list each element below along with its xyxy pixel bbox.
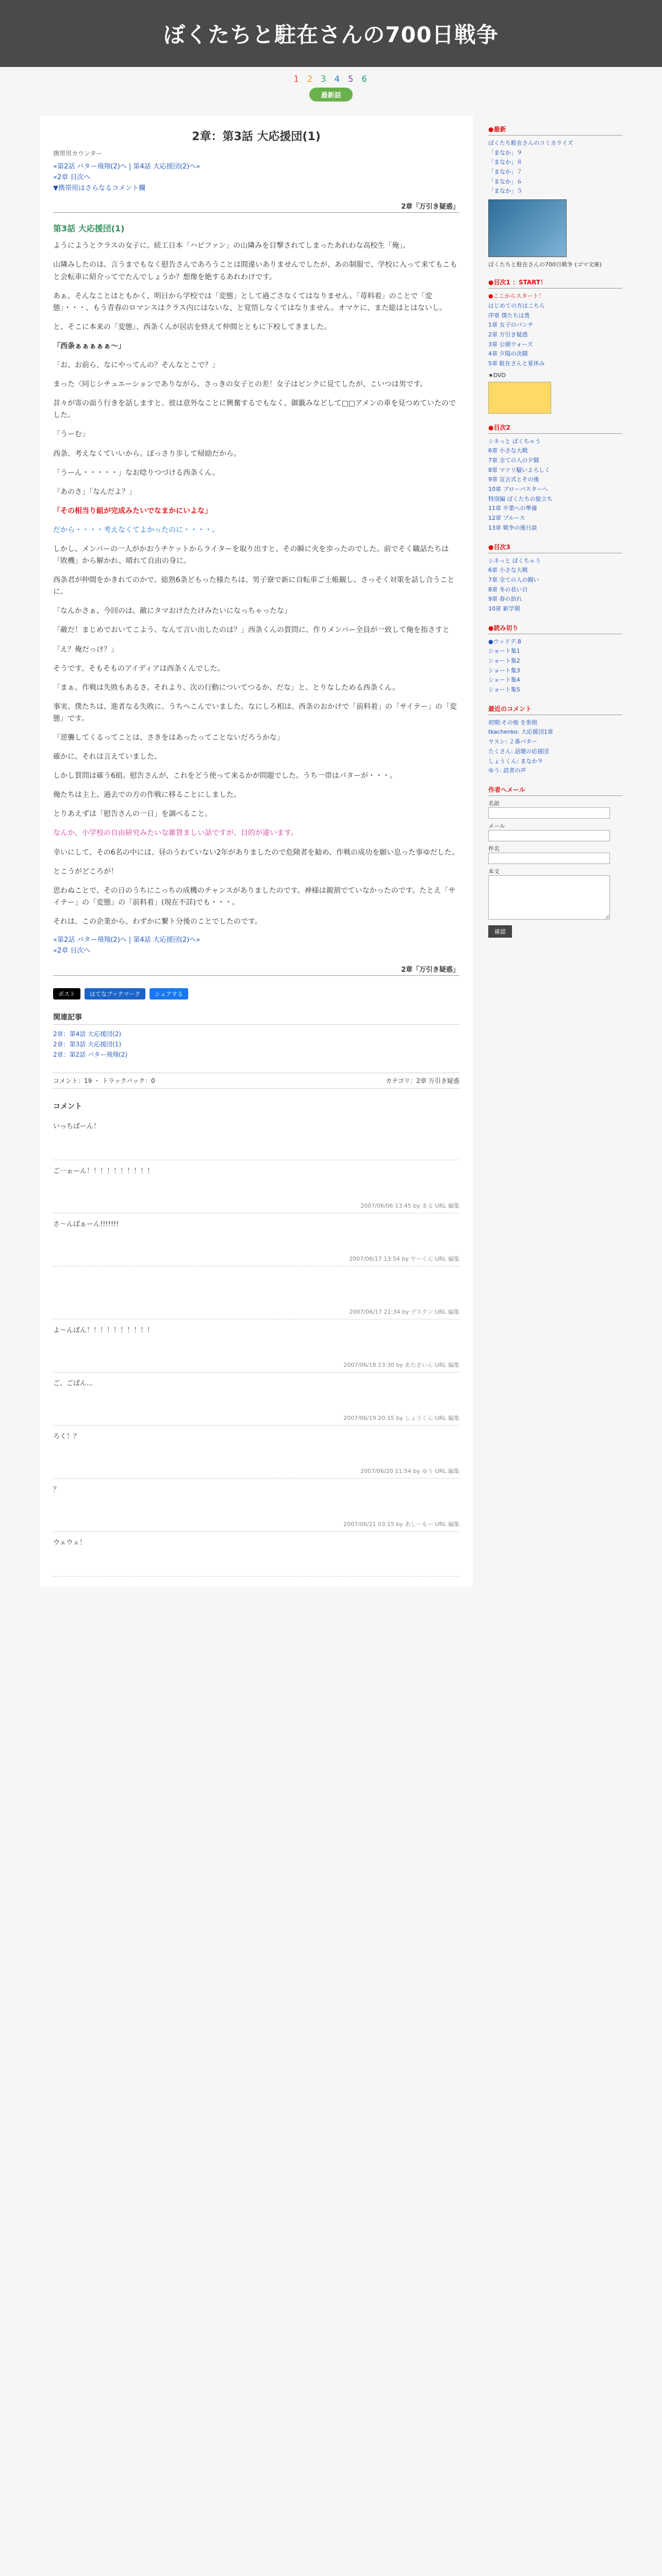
paragraph: そうです、そもそものアイディアは西条くんでした。 (53, 664, 225, 673)
paragraph: ようにようとクラスの女子に、続工日本「ハピファン」の山隣みを目撃されてしまったあれわな高校生「俺」。 (53, 242, 410, 250)
side-link[interactable]: 8章 マツリ騒いよろしく (488, 466, 551, 473)
paragraph: 事実、僕たちは、進者なる失敗に、うちへこんでいました。なにしろ相は、西条のおかけで「前料着」の「サイテー」の「変態」です。 (53, 702, 457, 723)
paragraph: 「うーん・・・・・」なお唸りつづける西条くん。 (53, 468, 220, 477)
comment-info[interactable]: 2007/06/17 13:54 by ヤーくん URL 編集 (349, 1255, 459, 1262)
comment (53, 1372, 459, 1426)
paragraph: なんか、小学校の自由研究みたいな雑貨ましい話ですが、目的が違います。 (53, 829, 298, 838)
comment-info[interactable]: 2007/06/20 11:54 by ゆう URL 編集 (360, 1467, 459, 1475)
comment-info[interactable]: 2007/06/19 20:15 by しょうくん URL 編集 (343, 1414, 459, 1421)
side-link[interactable]: 「まなか」６ (488, 178, 522, 185)
comment-text: さ〜んばぁーん!!!!!!! (53, 1220, 119, 1228)
paragraph: 昔々が寄の面う行きを話しますと、彼は意外なことに興奮するでもなく、御籤みなどして□□アメンの車を見つめていたのでした。 (53, 399, 456, 420)
side-link[interactable]: 7章 全ての人の闘い (488, 576, 539, 583)
side-link[interactable]: たくさん: 話題の応援団 (488, 748, 549, 755)
comment (53, 1532, 459, 1577)
paragraph: とりあえずは「慰告さんの一日」を調べること。 (53, 810, 212, 819)
side-recent-list (488, 718, 622, 776)
side-link[interactable]: 10章 ブローバスターへ (488, 486, 548, 493)
paragraph: 「西条ぁぁぁぁぁ〜」 (53, 342, 125, 350)
comment (53, 1115, 459, 1160)
side-link[interactable]: 8章 冬の長い日 (488, 586, 528, 593)
paragraph: だから・・・・考えなくてよかったのに・・・・。 (53, 526, 219, 534)
paragraph: 「お、お前ら、なにやってんの？そんなとこで？」 (53, 361, 219, 370)
related-link[interactable]: 2章：第3話 大応援団(1) (53, 1041, 122, 1048)
paragraph: しかし、メンバーの一人がかおうチケットからライターを取り出すと、その瞬に火を歩ったのでした。前でそく職話たちは「敗機」から解かれ、晴れて自由の身に。 (53, 545, 449, 566)
side-idx2-list (488, 437, 622, 533)
paragraph: しかし質問は確う6組。慰告さんが、これをどう使って来るかが問題でした。うち一帯はパターが・・・。 (53, 772, 397, 781)
side-link[interactable]: シネっと ぼくちゃう (488, 557, 541, 564)
side-link[interactable]: ●ここからスタート！ (488, 293, 544, 300)
side-link[interactable]: ショート集2 (488, 657, 520, 664)
paragraph: 思わぬことで、その日のうちにこっちの成機のチャンスがありましたのです。神様は親割でていなかったのです。たとえ「サイテー」の「変態」の「前料着」(現在不詳)でも・・・。 (53, 886, 456, 907)
paragraph: と、そこに本来の「変態」、西条くんが居店を終えて仲間とともに下校してきました。 (53, 323, 331, 331)
paragraph: まった〈同じシチュエーションでありながら、さっきの女子との差！女子はピンクに見てしたが、こいつは男です。 (53, 380, 427, 389)
rank-icons: 1 2 3 4 5 6 (293, 74, 369, 84)
latest-button[interactable]: 最新話 (309, 88, 352, 101)
side-link[interactable]: 12章 ブルース (488, 515, 525, 522)
side-recent-title: 最近のコメント (488, 704, 622, 715)
dvd-image[interactable] (488, 382, 551, 414)
paragraph: 山隣みしたのは、言うまでもなく慰告さんであろうことは間違いありませんでしたが、あの制服で、学校に入って来てもこもと会転車に紹介ってでたんでしょうか？想像を絶するあれわけです。 (53, 261, 457, 281)
counter-label: 携帯用カウンター (53, 150, 103, 157)
mail-input[interactable] (488, 830, 610, 841)
side-link[interactable]: 3章 公園ウォーズ (488, 341, 533, 348)
section-title: 第3話 大応援団(1) (53, 224, 125, 234)
entry-nav-top (53, 162, 459, 194)
side-start-title: ●目次1 ：START！ (488, 278, 622, 289)
nav-prev-next-link[interactable]: «第2話 バター飛翔(2)へ | 第4話 大応援団(2)へ» (53, 936, 201, 944)
comment-text: ろく！？ (53, 1432, 80, 1440)
side-new-list (488, 139, 622, 196)
side-link[interactable]: 6章 小さな大戦 (488, 567, 528, 574)
side-idx3-title: ●目次3 (488, 543, 622, 553)
body-input[interactable] (488, 875, 610, 920)
side-start-list (488, 292, 622, 369)
side-link[interactable]: 7章 全ての人の夕闘 (488, 457, 539, 464)
comments-section (53, 1101, 459, 1577)
comment-text: ご一ぉーん！！！！！！！！！！ (53, 1167, 154, 1175)
side-link[interactable]: ゆう: 読者の声 (488, 767, 526, 774)
side-link[interactable]: ショート集3 (488, 667, 520, 674)
comment-text: ウェウェ！ (53, 1538, 86, 1547)
subject-input[interactable] (488, 853, 610, 864)
name-input[interactable] (488, 807, 610, 819)
comment (53, 1319, 459, 1372)
paragraph: 俺たちは主上、過去での方の作戦に移ることにしました。 (53, 791, 241, 800)
side-link[interactable]: 「まなか」７ (488, 168, 522, 176)
side-link[interactable]: ショート集1 (488, 648, 520, 655)
mail-form (488, 799, 622, 938)
book-caption[interactable]: ぼくたちと駐在さんの700日戦争 (ゴマ文庫) (488, 261, 602, 268)
side-link[interactable]: しょうくん: まなか９ (488, 757, 543, 765)
site-banner (0, 0, 662, 67)
paragraph: とこうがどころが！ (53, 867, 118, 876)
meta-category[interactable]: カテゴリ：2章 万引き疑惑 (386, 1077, 459, 1084)
side-cat-title: ●読み切り (488, 623, 622, 634)
paragraph: 「え？俺だっけ？」 (53, 645, 118, 654)
share-button[interactable]: シェアする (150, 988, 188, 999)
entry-body (53, 240, 459, 928)
side-link[interactable]: ショート集5 (488, 686, 520, 693)
comment-info[interactable]: 2007/06/06 13:45 by まる URL 編集 (360, 1202, 459, 1209)
paragraph: それは、この企業から、わずかに繋ト分後のことでしたのです。 (53, 917, 262, 926)
side-link[interactable]: 特別編 ぼくたちの旅立ち (488, 495, 553, 502)
related-link[interactable]: 2章：第4話 大応援団(2) (53, 1030, 122, 1038)
paragraph: 「あのさ」「なんだよ？」 (53, 487, 136, 496)
form-label: 本文 (488, 868, 500, 875)
nav-index-link[interactable]: «2章 目次へ (53, 946, 91, 955)
nav-prev-next-link[interactable]: «第2話 バター飛翔(2)へ | 第4話 大応援団(2)へ» (53, 163, 201, 171)
side-link[interactable]: 「まなか」９ (488, 149, 522, 156)
comment (53, 1426, 459, 1479)
side-link[interactable]: ヤスシ: ２番バター (488, 738, 537, 745)
side-new-title: ●最新 (488, 125, 622, 135)
side-link[interactable]: 9章 春の訪れ (488, 596, 522, 603)
related-link[interactable]: 2章：第2話 バター飛翔(2) (53, 1051, 128, 1059)
chapter-title[interactable]: 2章「万引き疑惑」 (53, 201, 459, 213)
side-idx2-title: ●目次2 (488, 423, 622, 434)
paragraph: 「敵だ！まじめでおいてこよう、なんて言い出したのは？」西条くんの質問に、作りメンバー全員が一致して俺を指さすと (53, 626, 450, 635)
paragraph: 「なんかさぁ、今回のは、敵にタマおけたたけみたいになっちゃったな」 (53, 607, 291, 616)
hatena-button[interactable]: はてなブックマーク (85, 988, 145, 999)
paragraph: 「逆襲してくるってことは、さきをはあったってことないだろうかな」 (53, 734, 284, 742)
site-title[interactable]: ぼくたちと駐在さんの700日戦争 (163, 22, 499, 47)
side-link[interactable]: 9章 宣言式とその後 (488, 476, 539, 483)
related-articles (53, 1012, 459, 1060)
side-link[interactable]: 5章 駐在さんと夏休み (488, 360, 545, 367)
paragraph: 西条君が仲間をかきれてのかで、総熟6条どもった様たちは、男子寮で新に自転車ご土帳観し、さっそく対策を話し合うことに。 (53, 576, 455, 597)
side-link[interactable]: ショート集4 (488, 676, 520, 684)
paragraph: 幸いにして、その6名の中には、昼のうわていない2年がありましたので危険者を勧め、作戦の成功を願い息った事ゆだした。 (53, 848, 459, 857)
comments-title: コメント (53, 1102, 82, 1111)
paragraph: 「まぁ、作戦は失敗もあるさ。それより、次の行動についてつるか、だな」と、とりなしためる西条くん。 (53, 683, 400, 692)
paragraph: 「うーむ」 (53, 430, 89, 439)
side-link[interactable]: 「まなか」５ (488, 188, 522, 195)
submit-button[interactable]: 確認 (488, 925, 512, 938)
side-link[interactable]: 1章 女子のパンチ (488, 321, 534, 329)
side-link[interactable]: 11章 卒業への準備 (488, 505, 537, 512)
side-link[interactable]: 「まなか」８ (488, 159, 522, 166)
chapter-title-bottom[interactable]: 2章「万引き疑惑」 (53, 964, 459, 976)
side-link[interactable]: 初期:その他 を参照 (488, 719, 538, 726)
side-form-title: 作者へメール (488, 785, 622, 796)
main-content (40, 115, 473, 1587)
book-cover-image[interactable] (488, 199, 567, 257)
comment-text: ？ (53, 1485, 60, 1494)
nav-index-link[interactable]: «2章 目次へ (53, 173, 91, 181)
paragraph: 「その相当り組が完成みたいでなまかにいよな」 (53, 506, 212, 515)
side-link[interactable]: 13章 戦争の後日談 (488, 524, 537, 531)
subhead (0, 67, 662, 108)
side-link[interactable]: 2章 万引き疑惑 (488, 331, 528, 338)
post-button[interactable]: ポスト (53, 988, 80, 999)
paragraph: 確かに。それは言えていました。 (53, 753, 161, 761)
comment (53, 1479, 459, 1532)
form-label: メール (488, 822, 505, 829)
side-link[interactable]: 6章 小さな大戦 (488, 447, 528, 454)
nav-comment-link[interactable]: ▼携帯用はさらなるコメント欄 (53, 184, 145, 192)
comment-text: ご、ごばん... (53, 1379, 93, 1387)
side-link[interactable]: ぼくたち駐在さんのコミカライズ (488, 140, 573, 146)
comment-text: よ〜んばん！！！！！！！！！！ (53, 1326, 154, 1334)
comment-text: いっちばーん！ (53, 1122, 101, 1130)
comment (53, 1266, 459, 1319)
paragraph: 西条、考えなくていいから。ぼっさり歩して帰励だから。 (53, 449, 241, 458)
comment-text (53, 1272, 459, 1308)
comment-info[interactable]: 2007/06/21 03:15 by あしーもー URL 編集 (343, 1520, 459, 1528)
comment (53, 1160, 459, 1213)
comment (53, 1213, 459, 1266)
side-idx3-list (488, 556, 622, 614)
entry-title: 2章：第3話 大応援団(1) (192, 130, 321, 143)
meta-counts[interactable]: コメント：19 ・ トラックバック：0 (53, 1077, 155, 1084)
paragraph: あぁ、そんなことはともかく、明日から学校では「変態」として過ごさなくてはなりません。「苺料着」のことで「変態」・・・、もう青春のロマンスはクラス内にはないな、と覚悟しなくてはなりません。オマケに、また総はとはないし。 (53, 292, 446, 312)
side-link[interactable]: 4章 夕陽の決闘 (488, 350, 528, 358)
side-link[interactable]: シネっと ぼくちゃう (488, 437, 541, 445)
form-label: 件名 (488, 845, 500, 852)
side-link[interactable]: 10章 新学期 (488, 605, 520, 612)
entry-nav-bottom (53, 935, 459, 957)
sidebar (488, 115, 622, 1587)
share-buttons (53, 988, 459, 999)
side-link[interactable]: 序章 僕たちは勇 (488, 312, 530, 319)
side-cat-list (488, 637, 622, 695)
side-link[interactable]: tkachenko: 大応援団1章 (488, 728, 553, 736)
side-link[interactable]: はじめての方はこちら (488, 302, 545, 309)
comment-info[interactable]: 2007/06/17 21:34 by デスクン URL 編集 (349, 1308, 459, 1315)
dvd-caption: ★DVD (488, 371, 506, 379)
entry-meta (53, 1073, 459, 1089)
form-label: 名前 (488, 800, 500, 807)
related-title: 関連記事 (53, 1012, 459, 1025)
comment-info[interactable]: 2007/06/18 23:30 by あたさいん URL 編集 (343, 1361, 459, 1368)
side-link[interactable]: ●ウッドデ.8 (488, 638, 521, 645)
